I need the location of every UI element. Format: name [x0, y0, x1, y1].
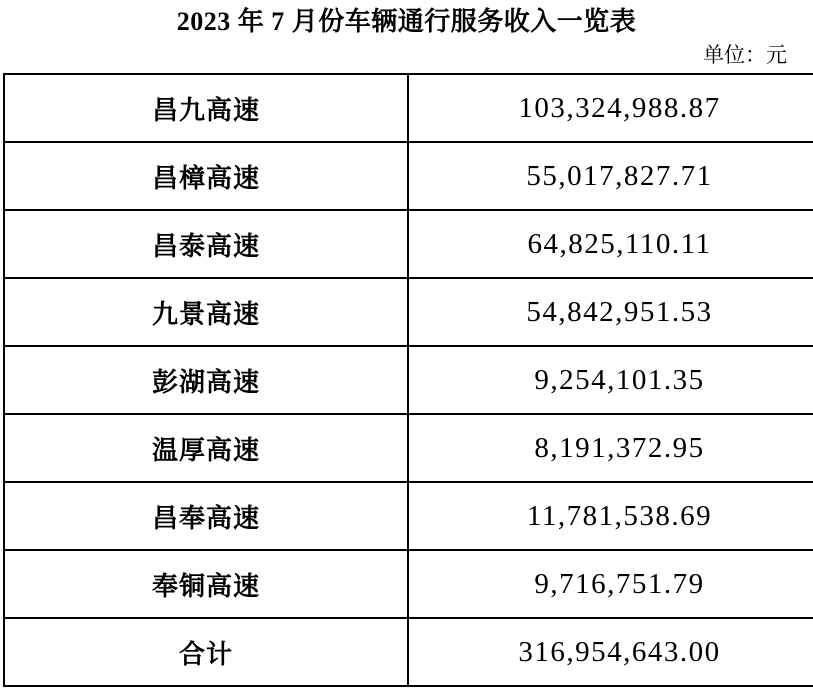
revenue-table-body: [4, 74, 813, 686]
row-highway-name: 温厚高速: [4, 414, 408, 482]
row-revenue-value: 64,825,110.11: [408, 210, 813, 278]
row-revenue-value: 55,017,827.71: [408, 142, 813, 210]
row-highway-name: 奉铜高速: [4, 550, 408, 618]
row-highway-name: 昌奉高速: [4, 482, 408, 550]
row-revenue-value: 316,954,643.00: [408, 618, 813, 686]
revenue-table: [3, 73, 813, 687]
unit-label: 单位：元: [703, 42, 787, 67]
table-row: [4, 210, 813, 278]
row-revenue-value: 9,254,101.35: [408, 346, 813, 414]
row-revenue-value: 11,781,538.69: [408, 482, 813, 550]
table-row: [4, 74, 813, 142]
document-header: [0, 0, 813, 68]
table-row: [4, 550, 813, 618]
row-highway-name: 九景高速: [4, 278, 408, 346]
table-row: [4, 142, 813, 210]
row-revenue-value: 9,716,751.79: [408, 550, 813, 618]
table-row: [4, 618, 813, 686]
row-revenue-value: 54,842,951.53: [408, 278, 813, 346]
page-title: 2023 年 7 月份车辆通行服务收入一览表: [176, 7, 637, 36]
row-highway-name: 昌樟高速: [4, 142, 408, 210]
row-highway-name: 合计: [4, 618, 408, 686]
table-row: [4, 346, 813, 414]
table-row: [4, 414, 813, 482]
row-revenue-value: 8,191,372.95: [408, 414, 813, 482]
table-row: [4, 278, 813, 346]
row-highway-name: 彭湖高速: [4, 346, 408, 414]
row-highway-name: 昌泰高速: [4, 210, 408, 278]
row-revenue-value: 103,324,988.87: [408, 74, 813, 142]
row-highway-name: 昌九高速: [4, 74, 408, 142]
table-row: [4, 482, 813, 550]
